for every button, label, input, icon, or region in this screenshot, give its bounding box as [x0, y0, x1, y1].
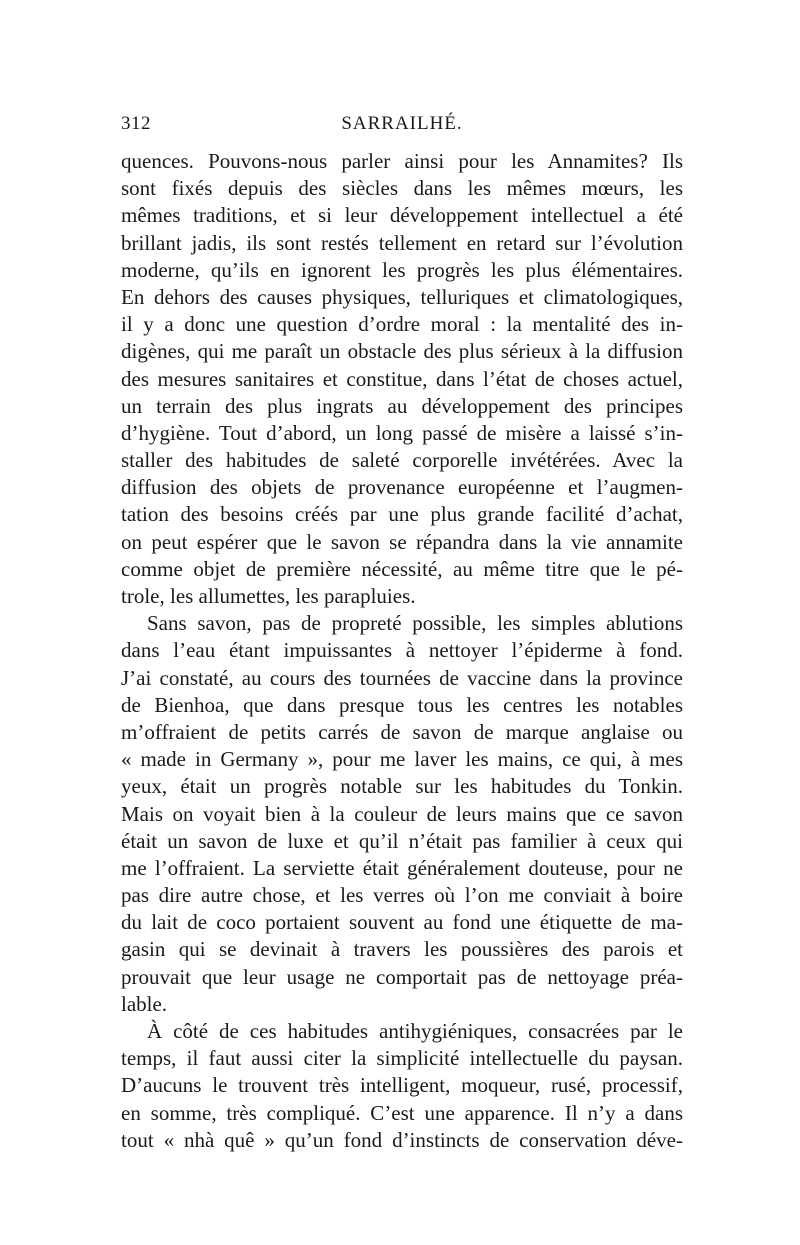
text-line: temps, il faut aussi citer la simplicité intellectuelle du paysan. [121, 1046, 683, 1071]
text-line: quences. Pouvons-nous parler ainsi pour les Annamites? Ils [121, 149, 683, 173]
text-line: il y a donc une question d’ordre moral : la mentalité des in- [121, 312, 683, 337]
text-line: Mais on voyait bien à la couleur de leurs mains que ce savon [121, 801, 683, 826]
text-line: digènes, qui me paraît un obstacle des plus sérieux à la diffusion [121, 339, 683, 364]
text-line: d’hygiène. Tout d’abord, un long passé de misère a laissé s’in- [121, 420, 683, 445]
text-line: dans l’eau étant impuissantes à nettoyer l’épiderme à fond. [121, 638, 683, 663]
text-line: mêmes traditions, et si leur développement intellectuel a été [121, 203, 683, 228]
running-head [121, 113, 683, 137]
text-line: du lait de coco portaient souvent au fond une étiquette de ma- [121, 910, 683, 935]
text-line: diffusion des objets de provenance européenne et l’augmen- [121, 475, 683, 500]
text-line: tation des besoins créés par une plus grande facilité d’achat, [121, 502, 683, 527]
text-line: gasin qui se devinait à travers les poussières des parois et [121, 937, 683, 962]
text-line: lable. [121, 991, 168, 1016]
text-line: D’aucuns le trouvent très intelligent, moqueur, rusé, processif, [121, 1073, 683, 1098]
running-title: SARRAILHÉ. [341, 113, 463, 134]
text-line: m’offraient de petits carrés de savon de marque anglaise ou [121, 719, 683, 744]
text-line: tout « nhà quê » qu’un fond d’instincts de conservation déve- [121, 1127, 683, 1152]
text-line: En dehors des causes physiques, telluriques et climatologiques, [121, 284, 683, 309]
text-line: en somme, très compliqué. C’est une apparence. Il n’y a dans [121, 1100, 683, 1125]
text-line: un terrain des plus ingrats au développement des principes [121, 393, 683, 418]
text-line: Sans savon, pas de propreté possible, les simples ablutions [147, 611, 683, 636]
text-line: comme objet de première nécessité, au même titre que le pé- [121, 556, 683, 581]
page-number: 312 [121, 113, 151, 134]
text-line: était un savon de luxe et qu’il n’était pas familier à ceux qui [121, 828, 683, 853]
text-line: moderne, qu’ils en ignorent les progrès les plus élémentaires. [121, 257, 683, 282]
text-line: staller des habitudes de saleté corporelle invétérées. Avec la [121, 448, 683, 473]
text-line: yeux, était un progrès notable sur les habitudes du Tonkin. [121, 774, 683, 799]
text-line: À côté de ces habitudes antihygiéniques, consacrées par le [147, 1019, 683, 1043]
text-line: pas dire autre chose, et les verres où l’on me conviait à boire [121, 883, 683, 908]
text-line: brillant jadis, ils sont restés tellement en retard sur l’évolution [121, 230, 683, 255]
text-line: on peut espérer que le savon se répandra dans la vie annamite [121, 529, 683, 554]
body-text [121, 148, 683, 1154]
text-line: prouvait que leur usage ne comportait pas de nettoyage préa- [121, 964, 683, 989]
text-line: des mesures sanitaires et constitue, dans l’état de choses actuel, [121, 366, 683, 391]
text-line: de Bienhoa, que dans presque tous les centres les notables [121, 692, 683, 717]
text-line: me l’offraient. La serviette était généralement douteuse, pour ne [121, 855, 683, 880]
text-line: J’ai constaté, au cours des tournées de vaccine dans la province [121, 665, 683, 690]
text-line: « made in Germany », pour me laver les mains, ce qui, à mes [121, 747, 683, 772]
text-line: sont fixés depuis des siècles dans les mêmes mœurs, les [121, 176, 683, 201]
text-line: trole, les allumettes, les parapluies. [121, 584, 416, 608]
